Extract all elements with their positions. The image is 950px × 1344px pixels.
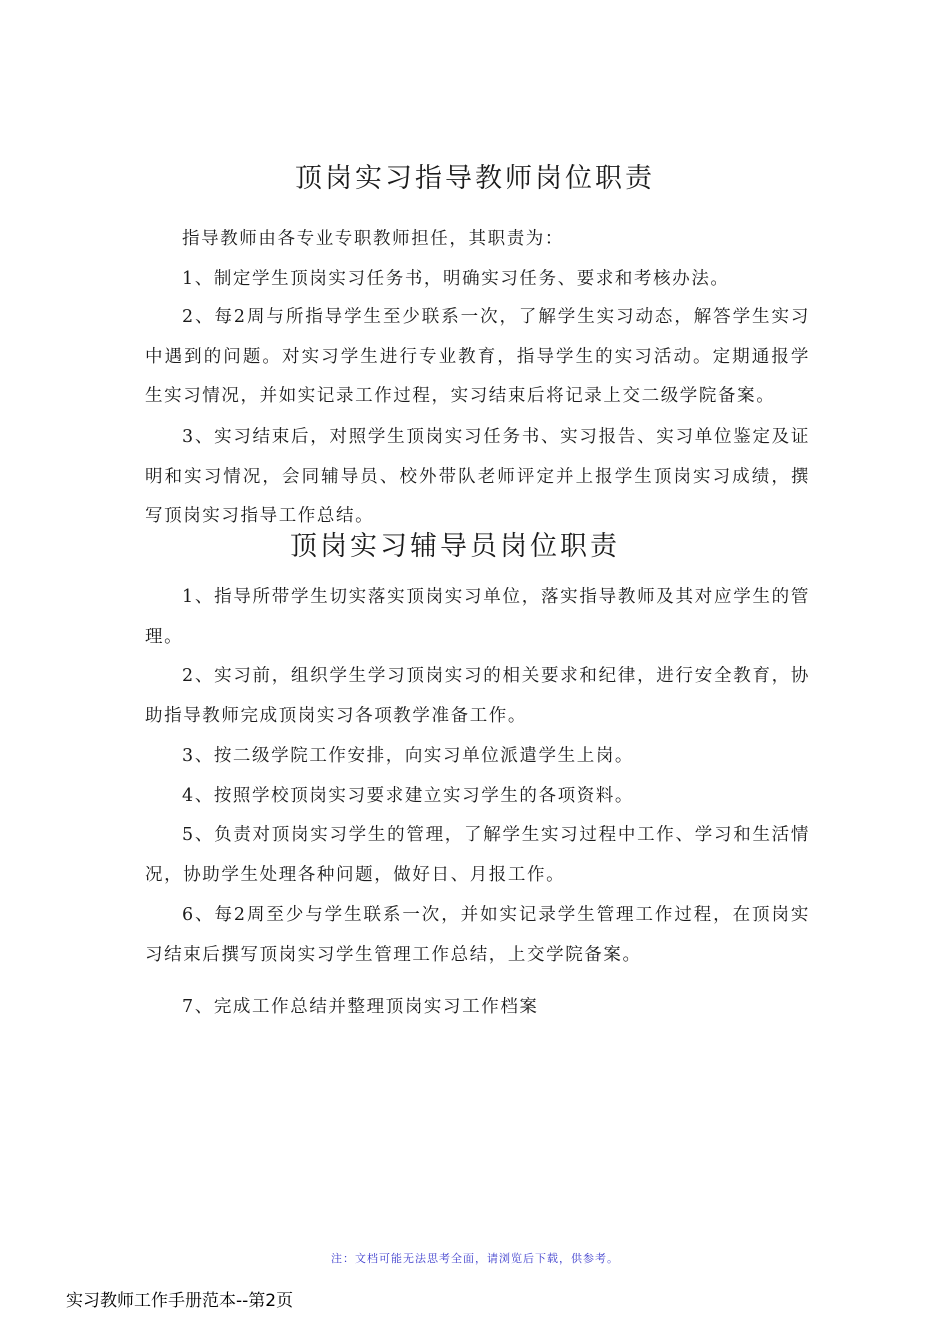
paragraph-item-2: 2、每2周与所指导学生至少联系一次，了解学生实习动态，解答学生实习中遇到的问题。对实习学生进行专业教育，指导学生的实习活动。定期通报学生实习情况，并如实记录工作过程，实习结束后将记录上交二级学院备案。 [145,307,810,406]
paragraph-counselor-item-6: 6、每2周至少与学生联系一次，并如实记录学生管理工作过程，在顶岗实习结束后撰写顶岗实习学生管理工作总结，上交学院备案。 [145,905,810,965]
section-title-instructor-duties: 顶岗实习指导教师岗位职责 [295,163,655,194]
page-footer: 实习教师工作手册范本--第2页 [66,1291,294,1311]
paragraph-counselor-item-2: 2、实习前，组织学生学习顶岗实习的相关要求和纪律，进行安全教育，协助指导教师完成顶岗实习各项教学准备工作。 [145,666,810,726]
paragraph-counselor-item-7: 7、完成工作总结并整理顶岗实习工作档案 [182,997,539,1017]
paragraph-counselor-item-3: 3、按二级学院工作安排，向实习单位派遣学生上岗。 [182,746,635,766]
disclaimer-note: 注：文档可能无法思考全面，请浏览后下载，供参考。 [331,1252,619,1265]
paragraph-intro: 指导教师由各专业专职教师担任，其职责为： [182,229,564,249]
paragraph-item-3: 3、实习结束后，对照学生顶岗实习任务书、实习报告、实习单位鉴定及证明和实习情况，会同辅导员、校外带队老师评定并上报学生顶岗实习成绩，撰写顶岗实习指导工作总结。 [145,427,810,526]
paragraph-counselor-item-1: 1、指导所带学生切实落实顶岗实习单位，落实指导教师及其对应学生的管理。 [145,587,810,647]
paragraph-item-1: 1、制定学生顶岗实习任务书，明确实习任务、要求和考核办法。 [182,269,730,289]
section-title-counselor-duties: 顶岗实习辅导员岗位职责 [290,531,620,562]
paragraph-counselor-item-4: 4、按照学校顶岗实习要求建立实习学生的各项资料。 [182,786,635,806]
paragraph-counselor-item-5: 5、负责对顶岗实习学生的管理，了解学生实习过程中工作、学习和生活情况，协助学生处理各种问题，做好日、月报工作。 [145,825,810,885]
